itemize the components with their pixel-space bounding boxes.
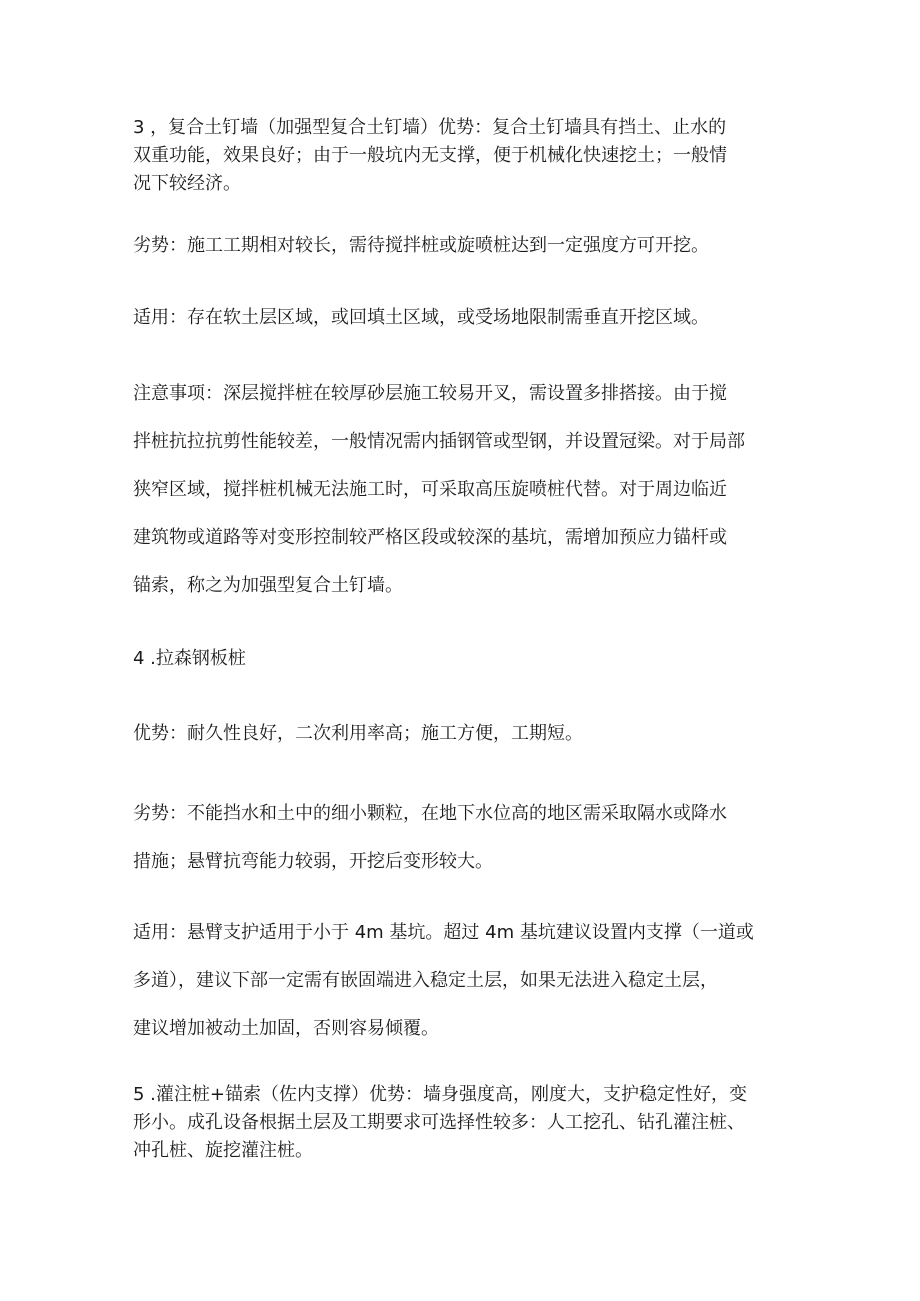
text-line: 劣势：施工工期相对较长，需待搅拌桩或旋喷桩达到一定强度方可开挖。 [133, 235, 709, 256]
section-4-disadvantage [133, 790, 803, 886]
text-line: 锚索，称之为加强型复合土钉墙。 [133, 575, 403, 596]
text-line: 措施；悬臂抗弯能力较弱，开挖后变形较大。 [133, 851, 493, 872]
text-line: 适用：悬臂支护适用于小于 4m 基坑。超过 4m 基坑建议设置内支撑（一道或 [133, 922, 754, 943]
text-line: 注意事项：深层搅拌桩在较厚砂层施工较易开叉，需设置多排搭接。由于搅 [133, 383, 727, 404]
text-line: 4 .拉森钢板桩 [133, 648, 246, 669]
section-5-intro [133, 1081, 803, 1165]
text-line: 拌桩抗拉抗剪性能较差，一般情况需内插钢管或型钢，并设置冠梁。对于局部 [133, 431, 745, 452]
section-4-applicable [133, 909, 803, 1053]
text-line: 建议增加被动土加固，否则容易倾覆。 [133, 1018, 439, 1039]
text-line: 形小。成孔设备根据土层及工期要求可选择性较多：人工挖孔、钻孔灌注桩、 [133, 1112, 745, 1133]
section-3-disadvantage [133, 232, 803, 260]
text-line: 劣势：不能挡水和土中的细小颗粒，在地下水位高的地区需采取隔水或降水 [133, 803, 727, 824]
text-line: 冲孔桩、旋挖灌注桩。 [133, 1140, 313, 1161]
text-line: 双重功能，效果良好；由于一般坑内无支撑，便于机械化快速挖土；一般情 [133, 145, 727, 166]
text-line: 况下较经济。 [133, 173, 241, 194]
text-line: 优势：耐久性良好，二次利用率高；施工方便，工期短。 [133, 723, 583, 744]
text-line: 建筑物或道路等对变形控制较严格区段或较深的基坑，需增加预应力锚杆或 [133, 527, 727, 548]
section-4-heading [133, 645, 803, 673]
section-4-advantage [133, 720, 803, 748]
text-line: 3 ，复合土钉墙（加强型复合土钉墙）优势：复合土钉墙具有挡土、止水的 [133, 117, 727, 138]
text-line: 多道），建议下部一定需有嵌固端进入稳定土层，如果无法进入稳定土层， [133, 970, 718, 991]
section-3-applicable [133, 304, 803, 332]
section-3-notes [133, 370, 803, 610]
section-3-intro [133, 114, 803, 198]
text-line: 5 .灌注桩+锚索（佐内支撑）优势：墙身强度高，刚度大，支护稳定性好，变 [133, 1084, 747, 1105]
text-line: 适用：存在软土层区域，或回填土区域，或受场地限制需垂直开挖区域。 [133, 307, 709, 328]
text-line: 狭窄区域，搅拌桩机械无法施工时，可采取高压旋喷桩代替。对于周边临近 [133, 479, 727, 500]
